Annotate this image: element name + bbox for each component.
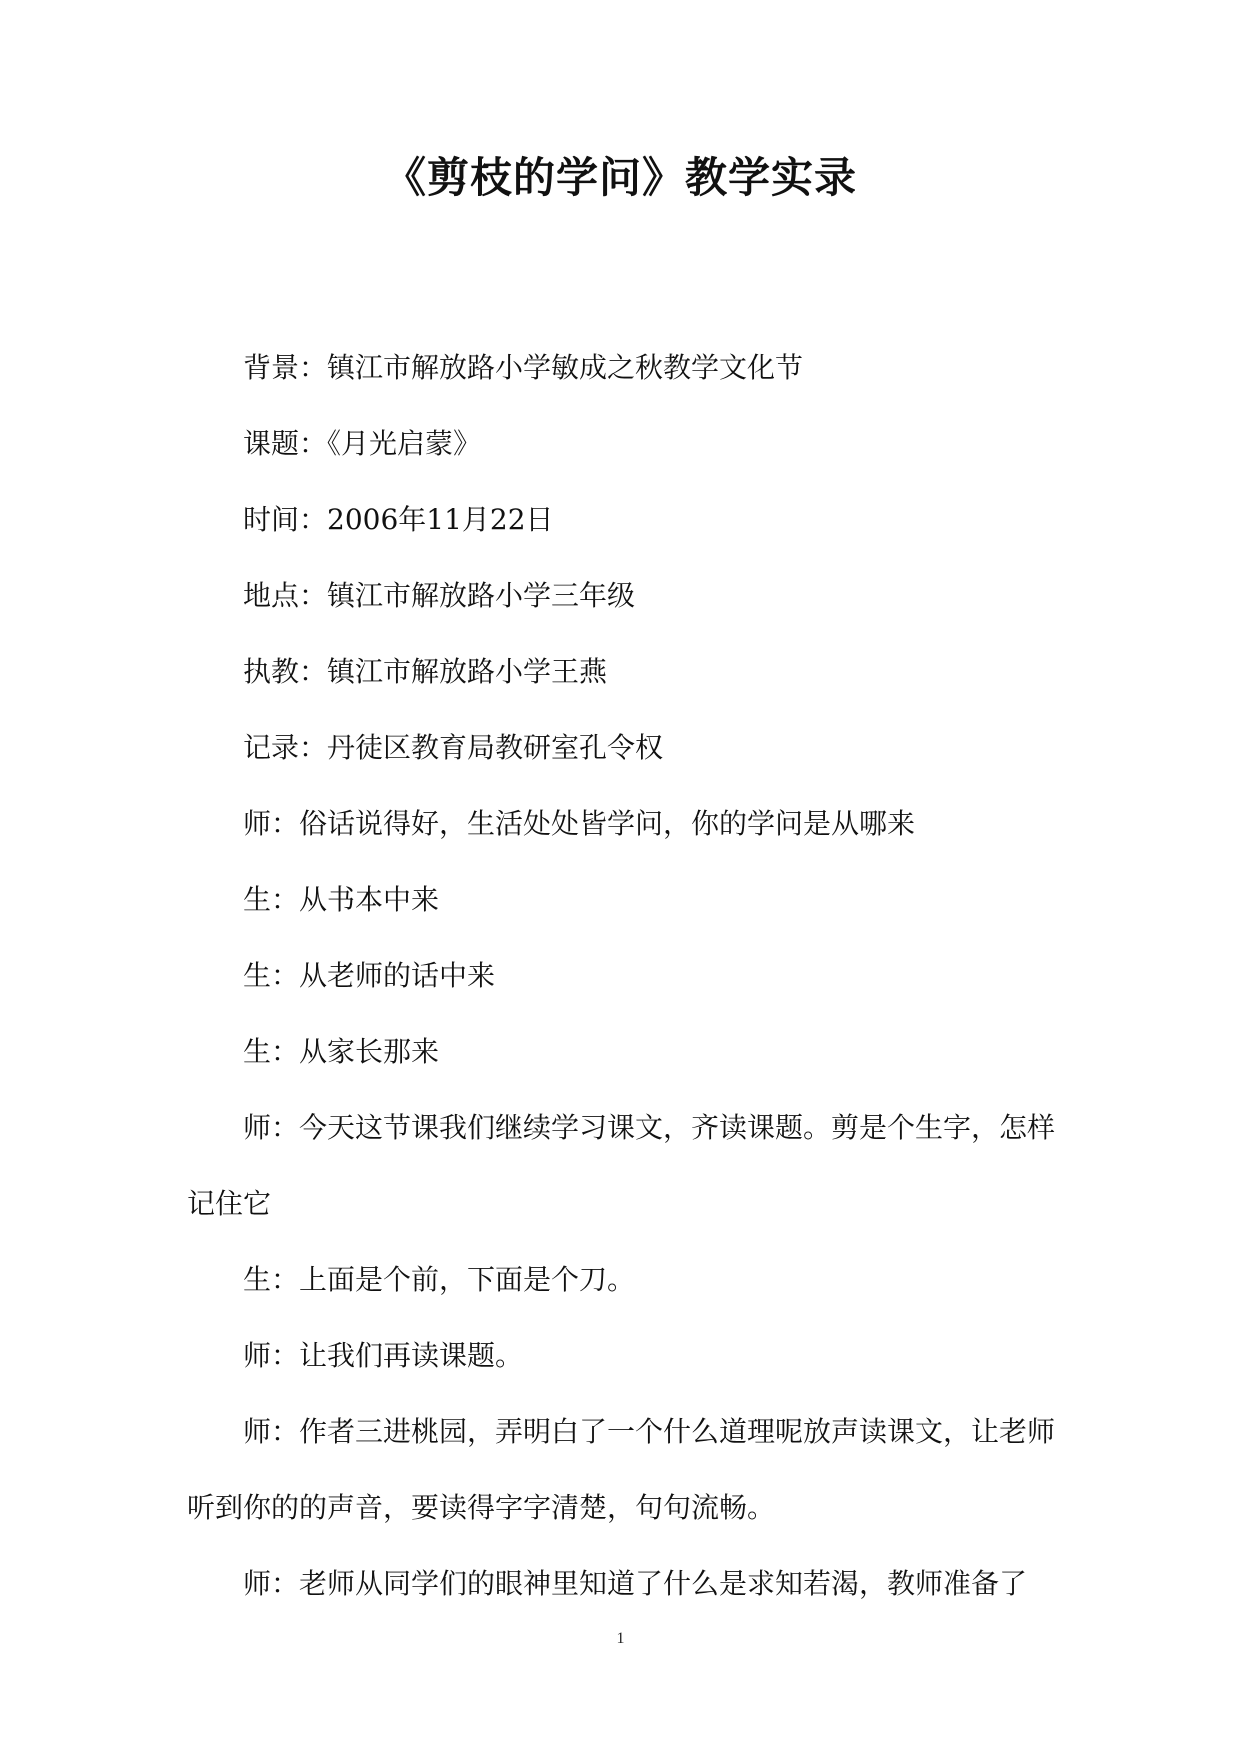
dialogue-line: 师：让我们再读课题。 — [243, 1339, 524, 1372]
paragraph-topic: 课题：《月光启蒙》 — [243, 427, 482, 460]
paragraph-recorder: 记录：丹徒区教育局教研室孔令权 — [243, 731, 664, 764]
dialogue-line: 生：从老师的话中来 — [243, 959, 496, 992]
dialogue-line: 生：从书本中来 — [243, 883, 440, 916]
paragraph-location: 地点：镇江市解放路小学三年级 — [243, 579, 636, 612]
paragraph-time: 时间：2006年11月22日 — [243, 503, 554, 536]
paragraph-background: 背景：镇江市解放路小学敏成之秋教学文化节 — [243, 351, 804, 384]
document-title: 《剪枝的学问》教学实录 — [383, 153, 857, 202]
dialogue-line: 师：俗话说得好，生活处处皆学问，你的学问是从哪来 — [243, 807, 916, 840]
document-body — [187, 330, 1057, 1622]
dialogue-line: 师：今天这节课我们继续学习课文，齐读课题。剪是个生字，怎样记住它 — [187, 1111, 1056, 1220]
dialogue-line: 师：作者三进桃园，弄明白了一个什么道理呢放声读课文，让老师听到你的的声音，要读得字字清楚，句句流畅。 — [187, 1415, 1056, 1524]
dialogue-line: 生：从家长那来 — [243, 1035, 440, 1068]
dialogue-line: 师：老师从同学们的眼神里知道了什么是求知若渴，教师准备了 — [243, 1567, 1028, 1600]
page-number: 1 — [616, 1630, 625, 1647]
dialogue-line: 生：上面是个前，下面是个刀。 — [243, 1263, 636, 1296]
paragraph-teacher: 执教：镇江市解放路小学王燕 — [243, 655, 608, 688]
